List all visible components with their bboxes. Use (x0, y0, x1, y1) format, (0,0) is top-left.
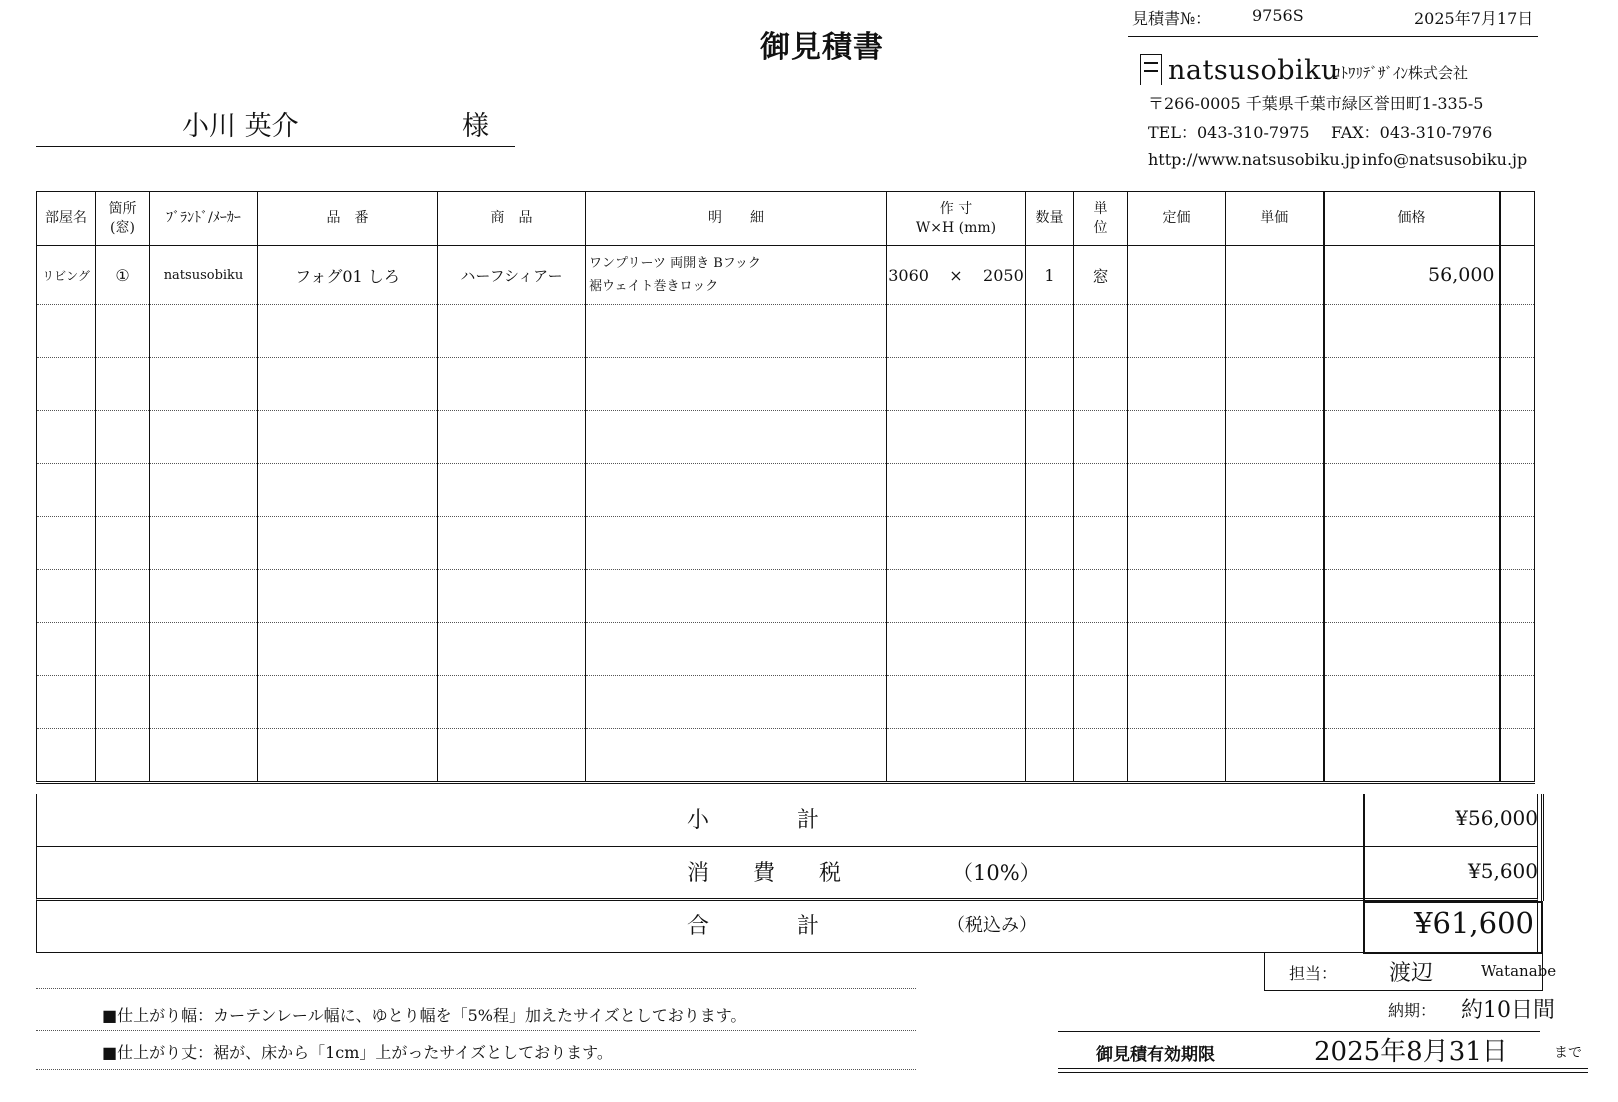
header-brand: ﾌﾞﾗﾝﾄﾞ/ﾒｰｶｰ (150, 192, 258, 246)
tax-label: 消 費 税 (687, 861, 842, 886)
total-note: （税込み） (947, 915, 1037, 936)
table-header-row (37, 192, 1535, 246)
tax-value: ¥5,600 (1468, 859, 1538, 883)
table-row (37, 305, 1535, 358)
quote-number: 9756S (1252, 6, 1304, 25)
header-unit-price: 単価 (1226, 192, 1324, 246)
subtotal-label: 小 計 (687, 808, 820, 833)
meta-underline (1128, 36, 1538, 37)
row-brand: natsusobiku (150, 246, 258, 305)
company-address: 〒266-0005 千葉県千葉市緑区誉田町1-335-5 (1148, 94, 1484, 113)
company-fax: FAX：043-310-7976 (1331, 123, 1493, 142)
table-row (37, 676, 1535, 729)
table-row (37, 464, 1535, 517)
quote-number-label: 見積書№： (1132, 9, 1212, 28)
row-location: ① (96, 246, 150, 305)
total-label: 合 計 (687, 914, 820, 939)
header-detail: 明 細 (586, 192, 887, 246)
row-quantity: 1 (1026, 246, 1074, 305)
subtotal-value: ¥56,000 (1455, 806, 1538, 830)
header-quantity: 数量 (1026, 192, 1074, 246)
quote-table (36, 191, 1535, 784)
row-room: リビング (37, 246, 96, 305)
row-size: 3060 × 2050 (887, 246, 1026, 305)
header-product: 商 品 (438, 192, 586, 246)
header-size: 作 寸 W×H (mm) (887, 192, 1026, 246)
delivery-label: 納期： (1388, 1001, 1437, 1020)
delivery-value: 約10日間 (1461, 998, 1555, 1023)
company-name: ｺﾄﾜﾘﾃﾞｻﾞｲﾝ株式会社 (1333, 64, 1469, 82)
header-room: 部屋名 (37, 192, 96, 246)
company-logo-text: natsusobiku (1168, 55, 1339, 86)
header-blank (1500, 192, 1535, 246)
table-row (37, 623, 1535, 676)
row-product: ハーフシィアー (438, 246, 586, 305)
customer-underline (36, 146, 515, 147)
validity-label: 御見積有効期限 (1096, 1045, 1215, 1065)
table-row (37, 729, 1535, 783)
row-unit-price (1226, 246, 1324, 305)
staff-name: 渡辺 (1389, 961, 1434, 986)
row-part-number: フォグ01 しろ (258, 246, 438, 305)
row-unit: 窓 (1074, 246, 1128, 305)
table-row (37, 570, 1535, 623)
company-logo-icon (1140, 54, 1162, 85)
table-row (37, 358, 1535, 411)
issue-date: 2025年7月17日 (1414, 9, 1534, 28)
header-part-number: 品 番 (258, 192, 438, 246)
note-length: ■仕上がり丈：裾が、床から「1cm」上がったサイズとしております。 (102, 1043, 613, 1062)
table-row (37, 411, 1535, 464)
header-price: 価格 (1324, 192, 1500, 246)
note-width: ■仕上がり幅：カーテンレール幅に、ゆとり幅を「5%程」加えたサイズとしております。 (102, 1006, 747, 1025)
customer-name: 小川 英介 (182, 111, 299, 142)
table-row (37, 246, 1535, 305)
validity-date: 2025年8月31日 (1314, 1037, 1508, 1067)
customer-honorific: 様 (462, 111, 489, 142)
validity-suffix: まで (1554, 1045, 1582, 1061)
company-url[interactable]: http://www.natsusobiku.jp (1148, 150, 1361, 169)
staff-label: 担当： (1289, 964, 1338, 983)
tax-rate: （10%） (952, 861, 1041, 885)
validity-underline (1058, 1068, 1588, 1073)
header-list-price: 定価 (1128, 192, 1226, 246)
header-unit: 単 位 (1074, 192, 1128, 246)
row-detail: ワンプリーツ 両開き Bフック 裾ウェイト巻きロック (586, 246, 887, 305)
document-title: 御見積書 (760, 30, 884, 65)
row-price: 56,000 (1324, 246, 1500, 305)
total-value: ¥61,600 (1414, 906, 1534, 940)
row-list-price (1128, 246, 1226, 305)
company-email[interactable]: info@natsusobiku.jp (1362, 150, 1528, 169)
staff-name-roman: Watanabe (1481, 962, 1557, 980)
header-location: 箇所 (窓) (96, 192, 150, 246)
table-row (37, 517, 1535, 570)
company-tel: TEL：043-310-7975 (1148, 123, 1310, 142)
